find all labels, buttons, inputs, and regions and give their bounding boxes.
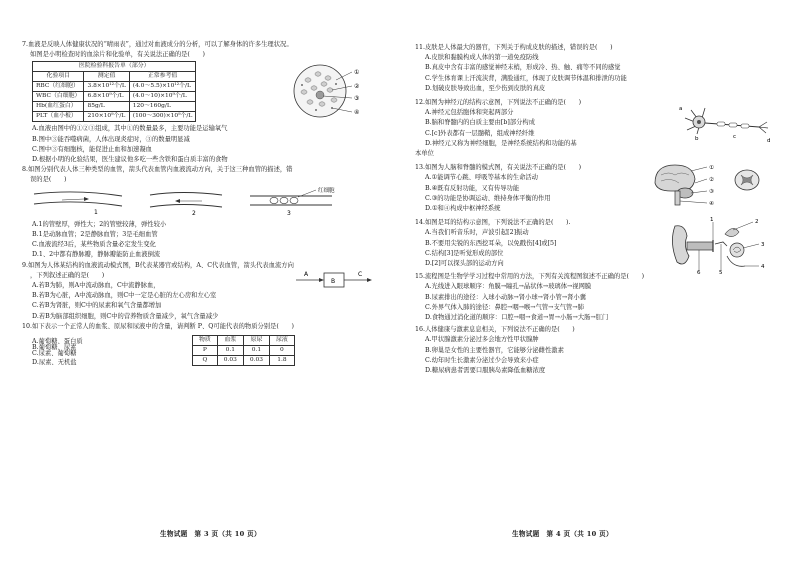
q13-option-d[interactable]: D.①和④构成中枢神经系统 <box>425 205 501 213</box>
urine-cell: 0.03 <box>243 355 269 365</box>
q7-option-d[interactable]: D.根据小明的化验结果，医生建议他多吃一些含铁和蛋白质丰富的食物 <box>32 156 228 164</box>
lab-header: 测定值 <box>84 72 129 82</box>
q16-option-a[interactable]: A.甲状腺激素分泌过多会地方性甲状腺肿 <box>425 336 539 344</box>
ear-label-3: 3 <box>761 242 765 249</box>
q13-option-b[interactable]: B.④既有反射功能，又有传导功能 <box>425 184 520 192</box>
vessel-label-2: 2 <box>192 209 196 216</box>
lab-cell: (100～300)×10⁹个/L <box>129 112 196 122</box>
lab-row <box>33 92 196 102</box>
lab-cell: 6.8×10⁹个/L <box>84 92 129 102</box>
q12-option-d[interactable]: D.神经元又称为神经细胞，是神经系统结构和功能的基 <box>425 139 577 147</box>
q15-option-b[interactable]: B.尿素排出的途径：入球小动脉→肾小球→肾小管→肾小囊 <box>425 293 586 301</box>
question-14 <box>415 217 779 275</box>
q10-option-c[interactable]: C.尿素、葡萄糖 <box>32 350 77 358</box>
lab-cell: RBC（红细胞） <box>33 82 84 92</box>
urine-cell: 1.8 <box>270 355 295 365</box>
q16-stem: 16.人体健康与激素息息相关，下列说法不正确的是( ) <box>415 326 575 334</box>
brain-label-1: ① <box>709 165 714 172</box>
lab-row <box>33 102 196 112</box>
q11-option-b[interactable]: B.真皮中含有丰富的感觉神经末梢，形成冷、热、触、痛等不同的感觉 <box>425 64 621 72</box>
q7-option-c[interactable]: C.图中③有细胞核，能促进止血和加速凝血 <box>32 145 152 153</box>
right-column <box>415 43 779 376</box>
q7-option-b[interactable]: B.图中③能吞噬病菌，人体出现炎症时，③的数量明显减 <box>32 135 190 143</box>
q9-option-a[interactable]: A.若B为肺，则A中流动脉血，C中流静脉血， <box>32 282 160 290</box>
question-13 <box>415 163 779 214</box>
question-16 <box>415 325 779 376</box>
q11-option-d[interactable]: D.划破皮肤导致出血，至少伤到皮肤的真皮 <box>425 84 546 92</box>
q11-option-c[interactable]: C.学生体育课上汗流浃背，满脸通红，体现了皮肤调节体温和排泄的功能 <box>425 74 627 82</box>
lab-cell: 210×10⁹个/L <box>84 112 129 122</box>
ear-label-6: 6 <box>697 270 701 275</box>
lab-report-table <box>32 61 196 122</box>
smear-label-1: ① <box>354 69 360 76</box>
ear-structure-diagram <box>667 216 777 274</box>
smear-label-4: ④ <box>354 109 360 116</box>
urine-header: 血浆 <box>217 335 243 345</box>
q14-option-a[interactable]: A.当我们听音乐时，声波引起[2]振动 <box>425 229 529 237</box>
ear-label-2: 2 <box>755 219 759 226</box>
q14-option-c[interactable]: C.结构[3]是听觉形成的部位 <box>425 249 504 257</box>
flow-label-c: C <box>358 270 363 278</box>
lab-cell: 120～160g/L <box>129 102 196 112</box>
q7-stem: 7.血液是反映人体健康状况的“晴雨表”，通过对血液成分的分析，可以了解身体的许多生理状况。 <box>22 41 293 48</box>
lab-cell: Hb(血红蛋白） <box>33 102 84 112</box>
urine-cell: 0.1 <box>243 345 269 355</box>
q10-option-d[interactable]: D.尿素、无机盐 <box>32 358 77 366</box>
smear-label-3: ③ <box>354 95 360 102</box>
q14-stem: 14.如图是耳的结构示意图，下列说法不正确的是( ). <box>415 219 571 227</box>
urine-cell: 0.1 <box>217 345 243 355</box>
flow-label-a: A <box>304 270 309 278</box>
urine-cell: 0.03 <box>217 355 243 365</box>
question-15 <box>415 272 779 323</box>
blood-smear-diagram <box>290 60 370 122</box>
ear-label-4: 4 <box>761 264 765 271</box>
lab-cell: 3.8×10¹²个/L <box>84 82 129 92</box>
q14-option-d[interactable]: D.[2]可以探头部的运动方向 <box>425 260 504 268</box>
q7-option-a[interactable]: A.血液由图中的①②③组成，其中①的数量最多，主要功能是运输氧气 <box>32 125 228 133</box>
q10-option-a[interactable]: A.葡萄糖、蛋白质 <box>32 338 83 346</box>
neuron-diagram <box>677 102 777 146</box>
blood-vessel-diagram <box>32 186 372 216</box>
q8-stem-2: 误的是( ) <box>30 176 67 184</box>
urine-row <box>193 355 295 365</box>
urine-header: 物质 <box>193 335 218 345</box>
lab-cell: PLT（血小板） <box>33 112 84 122</box>
q16-option-b[interactable]: B.卵巢是女性的主要性器官，它能够分泌雌性激素 <box>425 346 564 354</box>
q15-option-a[interactable]: A.光线进入眼球顺序：角膜→瞳孔→晶状体→玻璃体→视网膜 <box>425 283 592 291</box>
vessel-label-1: 1 <box>94 208 98 216</box>
lab-header: 正常参考值 <box>129 72 196 82</box>
q11-option-a[interactable]: A.皮肤和黏膜构成人体的第一道免疫防线 <box>425 54 539 62</box>
ear-label-5: 5 <box>719 270 723 275</box>
lab-cell: WBC（白细胞） <box>33 92 84 102</box>
q14-option-b[interactable]: B.不要用尖锐的东西挖耳朵，以免戳伤[4]或[5] <box>425 239 557 247</box>
neuron-label-b: b <box>695 136 699 143</box>
urine-header: 尿液 <box>270 335 295 345</box>
lab-report-caption: 医院检验科报告单（部分） <box>33 62 196 72</box>
q9-stem: 9.如图为人体某结构的血液流动模式图，B代表某器官或结构，A、C代表血管，箭头代表血流方向 <box>22 261 294 269</box>
question-11 <box>415 43 779 94</box>
q13-stem: 13.如图为人脑和脊髓的模式图，有关说法不正确的是( ) <box>415 164 582 172</box>
lab-cell: (4.0～10)×10⁹个/L <box>129 92 196 102</box>
q10-option-b[interactable]: B.葡萄糖、尿素 <box>32 344 77 352</box>
q11-stem: 11.皮肤是人体最大的器官，下列关于构成皮肤的描述，错误的是( ) <box>415 44 613 51</box>
neuron-label-d: d <box>767 138 771 145</box>
q15-option-d[interactable]: D.食物通过消化道的顺序：口腔→咽→食道→胃→小肠→大肠→肛门 <box>425 314 609 322</box>
q8-option-a[interactable]: A.1的管壁厚，弹性大；2的管壁较薄，弹性较小 <box>32 220 167 228</box>
brain-spinal-cord-diagram <box>651 161 721 207</box>
question-12 <box>415 98 779 159</box>
q16-option-c[interactable]: C.幼年时生长激素分泌过少会导致来小症 <box>425 356 539 364</box>
q8-option-c[interactable]: C.血液流经3后，某些物质含量必定发生变化 <box>32 241 156 249</box>
q13-option-a[interactable]: A.①能调节心跳、呼吸等基本的生命活动 <box>425 174 538 182</box>
question-10 <box>22 322 384 368</box>
brain-label-2: ② <box>709 177 714 184</box>
q9-option-c[interactable]: C.若B为肾脏，则C中的尿素和氧气含量都增加 <box>32 302 162 310</box>
exam-page-4 <box>397 0 794 561</box>
page-footer-3: 生物试题 第 3 页（共 10 页） <box>160 530 261 538</box>
lab-cell: (4.0～5.5)×10¹²个/L <box>129 82 196 92</box>
q15-stem: 15.流程图是生物学学习过程中常用的方法，下列有关流程图叙述不正确的是( ) <box>415 273 645 281</box>
q12-option-d-cont: 本单位 <box>415 150 434 158</box>
q8-option-b[interactable]: B.1是动脉血管；2是静脉血管；3是毛细血管 <box>32 231 158 239</box>
lab-cell: 85g/L <box>84 102 129 112</box>
spinal-cross-section-diagram <box>733 167 761 193</box>
smear-label-2: ② <box>354 83 360 90</box>
lab-row <box>33 82 196 92</box>
q9-stem-2: ，下列叙述正确的是( ) <box>30 271 105 279</box>
q10-stem: 10.如下表示一个正常人的血浆、原尿和尿液中的含量，请判断 P、Q可能代表的物质分别是( ) <box>22 322 294 330</box>
q8-option-d[interactable]: D.1、2中都有静脉瓣，静脉瓣能防止血液倒流 <box>32 251 161 259</box>
q16-option-d[interactable]: D.糖尿病患者需要口服胰岛素降低血糖浓度 <box>425 367 546 375</box>
q12-stem: 12.如图为神经元的结构示意图，下列说法不正确的是( ) <box>415 99 582 107</box>
rbc-label: 红细胞 <box>318 187 335 194</box>
question-9 <box>22 261 384 322</box>
vessel-label-3: 3 <box>287 209 291 216</box>
urine-cell: Q <box>193 355 218 365</box>
q12-option-a[interactable]: A.神经元包括胞体和突起两部分 <box>425 109 514 117</box>
lab-row <box>33 112 196 122</box>
page-footer-4: 生物试题 第 4 页（共 10 页） <box>512 530 613 538</box>
q8-stem: 8.如图分别代表人体三种类型的血管，箭头代表血管内血液流动方向，关于这三种血管的描述，错 <box>22 166 293 174</box>
urine-header: 原尿 <box>243 335 269 345</box>
left-column <box>22 40 384 368</box>
blood-flow-model-diagram <box>294 267 374 289</box>
q9-option-d[interactable]: D.若B为脑部组织细胞，则C中的营养物质含量减少，氧气含量减少 <box>32 312 219 320</box>
brain-label-3: ③ <box>709 189 714 196</box>
q12-option-b[interactable]: B.脑和脊髓内的白质主要由[b]部分构成 <box>425 119 536 127</box>
question-7 <box>22 40 384 165</box>
question-8 <box>22 165 384 260</box>
neuron-label-a: a <box>679 106 683 113</box>
q13-option-c[interactable]: C.③的功能是协调运动、维持身体平衡的作用 <box>425 194 551 202</box>
urine-table <box>192 335 295 366</box>
lab-header: 化验项目 <box>33 72 84 82</box>
brain-label-4: ④ <box>709 201 714 208</box>
urine-cell: P <box>193 345 218 355</box>
neuron-label-c: c <box>733 134 737 141</box>
q15-option-c[interactable]: C.外界气体入肺的途径：鼻腔→咽→喉→气管→支气管→肺 <box>425 303 584 311</box>
urine-cell: 0 <box>270 345 295 355</box>
q12-option-c[interactable]: C.[c]外表都有一层髓鞘，组成神经纤维 <box>425 129 535 137</box>
urine-row <box>193 345 295 355</box>
q9-option-b[interactable]: B.若B为心脏，A中流动脉血，则C中一定是心脏的左心房和左心室 <box>32 292 217 300</box>
q7-stem-2: 如图是小明检查时的血涂片和化验单，有关说法正确的是( ) <box>30 51 205 59</box>
ear-label-1: 1 <box>710 217 714 224</box>
flow-label-b: B <box>331 277 336 285</box>
